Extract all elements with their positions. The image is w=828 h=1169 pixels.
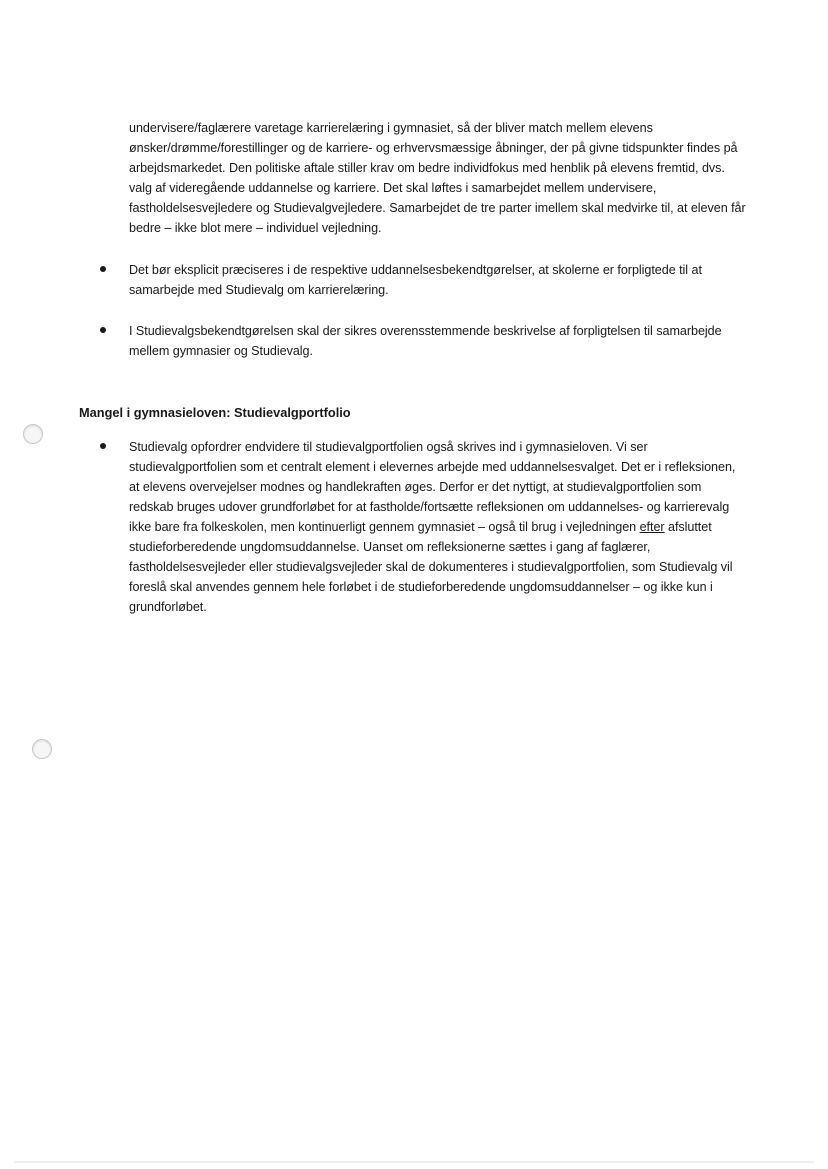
punch-hole-icon (23, 424, 43, 444)
list-item-text (129, 437, 749, 617)
list-item-text: I Studievalgsbekendtgørelsen skal der sikres overensstemmende beskrivelse af forpligtelsen til samarbejde mellem gymnasier og Studievalg. (129, 324, 722, 358)
page-edge (14, 1161, 814, 1163)
punch-hole-icon (32, 739, 52, 759)
bullet-icon (100, 327, 106, 333)
paragraph-continuation: undervisere/faglærere varetage karrierelæring i gymnasiet, så der bliver match mellem elevens ønsker/drømme/forestillinger og de karriere- og erhvervsmæssige åbninger, der på givne tidspunkter findes på arbejdsmarkedet. Den politiske aftale stiller krav om bedre individfokus med henblik på elevens fremtid, dvs. valg af videregående uddannelse og karriere. Det skal løftes i samarbejdet mellem undervisere, fastholdelsesvejledere og Studievalgvejledere. Samarbejdet de tre parter imellem skal medvirke til, at eleven får bedre – ikke blot mere – individuel vejledning. (129, 121, 746, 235)
underlined-word: efter (639, 520, 665, 534)
section-heading: Mangel i gymnasieloven: Studievalgportfolio (79, 405, 351, 420)
list-item-text-part: Studievalg opfordrer endvidere til studievalgportfolien også skrives ind i gymnasieloven. Vi ser studievalgportfolien som et centralt element i elevernes arbejde med uddannelsesvalget. Det er i refleksionen, at elevens overvejelser modnes og handlekraften øges. Derfor er det nyttigt, at studievalgportfolien som redskab bruges udover grundforløbet for at fastholde/fortsætte refleksionen om uddannelses- og karrierevalg ikke bare fra folkeskolen, men kontinuerligt gennem gymnasiet – også til brug i vejledningen (129, 440, 736, 534)
bullet-icon (100, 443, 106, 449)
list-item-text-part: afsluttet studieforberedende ungdomsuddannelse. Uanset om refleksionerne sættes i gang af faglærer, fastholdelsesvejleder eller studievalgsvejleder skal de dokumenteres i studievalgportfolien, som Studievalg vil foreslå skal anvendes gennem hele forløbet i de studieforberedende ungdomsuddannelser – og ikke kun i grundforløbet. (129, 520, 733, 614)
list-item-text: Det bør eksplicit præciseres i de respektive uddannelsesbekendtgørelser, at skolerne er forpligtede til at samarbejde med Studievalg om karrierelæring. (129, 263, 702, 297)
bullet-icon (100, 266, 106, 272)
